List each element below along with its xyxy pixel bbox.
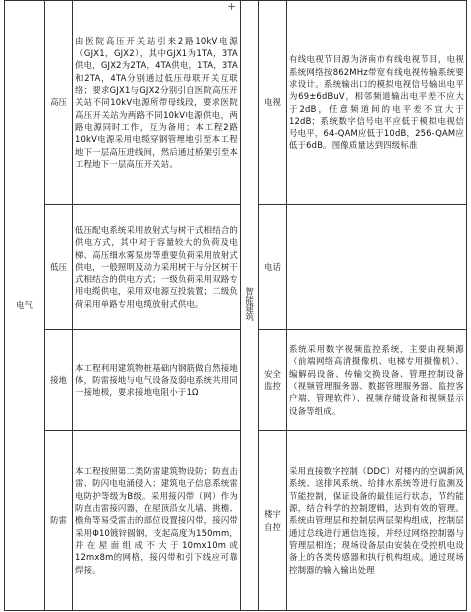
row-label-telephone: 电话 [259,205,287,330]
table-row [5,431,467,611]
move-handle-icon[interactable]: + [227,0,237,13]
desc-security: 系统采用数字视频监控系统，主要由视频源（前端网络高清摄像机、电梯专用摄像机）、编解码设备、传输交换设备、管理控制设备（视频管理服务器、数据管理服务器、监控客户端、管理软件）、视频存储设备和视频显示设备等组成。 [287,330,467,431]
desc-high-voltage: 由医院高压开关站引来2路10kV电源（GJX1，GJX2），其中GJX1为1TA，3TA供电，GJX2为2TA，4TA供电，1TA，3TA和2TA，4TA分别通过低压母联开关互联络；要求GJX1与GJX2分别引自医院高压开关站不同10kV电源所带母线段，要求医院高压开关站为两路不同10kV电源供电，两路电源同时工作，互为备用；本工程2路10kV电源采用电缆穿钢管埋地引至本工程地下一层高压进线间，然后通过桥架引至本工程地下一层高压开关站。 [73,1,241,205]
desc-low-voltage: 低压配电系统采用放射式与树干式相结合的供电方式，其中对于容量较大的负荷及电梯、高压细水雾泵房等重要负荷采用放射式供电，一般照明及动力采用树干与分区树干式相结合的供电方式；一级负荷采用双路专用电缆供电，采用双电源互投装置；二级负荷采用单路专用电缆放射式供电。 [73,205,241,330]
major-label-intelligent-building: 智能建筑 [241,1,259,611]
row-label-security: 安全监控 [259,330,287,431]
table-row [5,1,467,205]
major-label-electrical: 电气 [5,1,45,611]
row-label-lightning: 防雷 [45,431,73,611]
row-label-building-automation: 楼宇自控 [259,431,287,611]
row-label-tv: 电视 [259,1,287,205]
desc-building-automation: 采用直接数字控制（DDC）对楼内的空调新风系统、送排风系统、给排水系统等进行监测及节能控制，保证设备的最佳运行状态，节约能源，结合科学的控制逻辑，达到有效的管理。系统由管理层和控制层两层架构组成，控制层通过总线进行通信连接，并经过网络控制器与管理层相连；现场设备层由安装在受控机电设备上的各类传感器和执行机构组成。通过现场控制器的输入输出处理 [287,431,467,611]
table-row [5,330,467,431]
spec-table [4,0,467,611]
desc-lightning: 本工程按照第二类防雷建筑物设防；防直击雷、防闪电电涌侵入；建筑电子信息系统雷电防护等级为B级。采用接闪带（网）作为防直击雷接闪器，在屋顶沿女儿墙、挑檐、檐角等易受雷击的部位设置接闪带，接闪带采用Φ10镀锌圆钢，支起高度为150mm，并在屋面组成不大于10mx10m或12mx8m的网格，接闪带和引下线应可靠焊接。 [73,431,241,611]
row-label-high-voltage: 高压 [45,1,73,205]
desc-grounding: 本工程利用建筑物桩基础内钢筋做自然接地体，防雷接地与电气设备及弱电系统共用同一接地极，要求接地电阻小于1Ω [73,330,241,431]
row-label-grounding: 接地 [45,330,73,431]
desc-telephone [287,205,467,330]
table-row [5,205,467,330]
desc-tv: 有线电视节目源为济南市有线电视节目，电视系统网络按862MHz带宽有线电视传输系统要求设计。系统输出口的模拟电视信号输出电平为69±6dBuV，相邻频道输出电平差不应大于2dB，任意频道间的电平差不宜大于12dB；系统数字信号电平应低于模拟电视信号电平，64-QAM应低于10dB，256-QAM应低于6dB。图像质量达到四级标准 [287,1,467,205]
row-label-low-voltage: 低压 [45,205,73,330]
